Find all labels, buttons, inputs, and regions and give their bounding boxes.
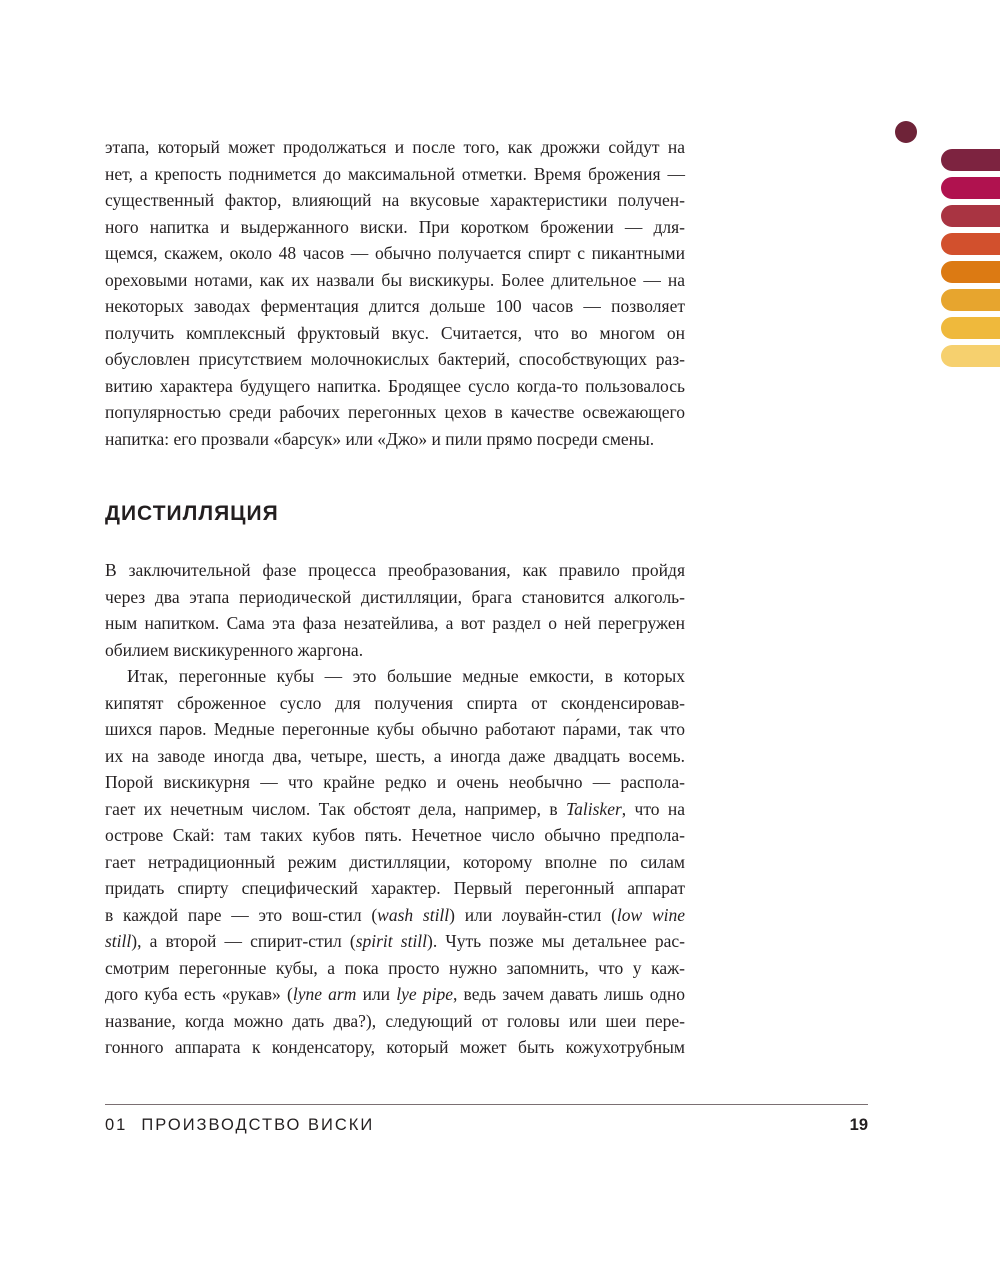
text-line: обилием вискикуренного жаргона.: [105, 639, 364, 660]
text-line: через два этапа периодической дистилляции, брага становится алкоголь-: [105, 586, 685, 607]
text-line: гает нетрадиционный режим дистилляции, которому вполне по силам: [105, 851, 685, 872]
color-tab-1: [941, 149, 1000, 171]
paragraph-fermentation: [105, 134, 685, 454]
text-line: щемся, скажем, около 48 часов — обычно получается спирт с пикантными: [105, 243, 685, 263]
color-tab-3: [941, 205, 1000, 227]
text-line: их на заводе иногда два, четыре, шесть, а иногда даже двадцать восемь.: [105, 745, 685, 766]
text-line: некоторых заводах ферментация длится дольше 100 часов — позволяет: [105, 296, 685, 316]
text-line: шихся паров. Медные перегонные кубы обычно работают па́рами, так что: [105, 719, 685, 739]
term-italic: low wine: [616, 904, 685, 925]
text-line: существенный фактор, влияющий на вкусовые характеристики получен-: [105, 190, 685, 210]
text-line: напитка: его прозвали «барсук» или «Джо» и пили прямо посреди смены.: [105, 428, 655, 449]
term-italic: spirit still: [355, 931, 428, 951]
text-span: дого куба есть «рукав» (: [105, 984, 293, 1004]
color-tab-6: [941, 289, 1000, 311]
text-line: острове Скай: там таких кубов пять. Нечетное число обычно предпола-: [105, 825, 685, 845]
color-tab-5: [941, 261, 1000, 283]
text-span: гает их нечетным числом. Так обстоят дела, например, в: [105, 798, 567, 819]
text-line: название, когда можно дать два?), следующий от головы или шеи пере-: [105, 1010, 685, 1031]
text-line: этапа, который может продолжаться и после того, как дрожжи сойдут на: [105, 137, 685, 157]
footer-rule: [105, 1104, 868, 1105]
chapter-number: 01: [105, 1116, 128, 1134]
term-italic: still: [105, 931, 132, 951]
text-line: нет, а крепость поднимется до максимальной отметки. Время брожения —: [105, 163, 685, 184]
page-number: 19: [849, 1116, 868, 1134]
text-line: Итак, перегонные кубы — это большие медные емкости, в которых: [127, 666, 685, 686]
text-span: или: [356, 984, 397, 1004]
text-line: получить комплексный фруктовый вкус. Считается, что во многом он: [105, 322, 685, 343]
color-tab-7: [941, 317, 1000, 339]
text-line: В заключительной фазе процесса преобразования, как правило пройдя: [105, 560, 685, 580]
text-line: ного напитка и выдержанного виски. При коротком брожении — для-: [105, 216, 685, 237]
text-line: витию характера будущего напитка. Бродящее сусло когда-то пользовалось: [105, 375, 685, 396]
text-span: ), а второй — спирит-стил (: [131, 931, 356, 951]
text-span: ). Чуть позже мы детальнее рас-: [427, 931, 686, 951]
text-line: ореховыми нотами, как их назвали бы вискикуры. Более длительное — на: [105, 269, 685, 290]
paragraph-stills: [105, 663, 685, 1063]
text-line: смотрим перегонные кубы, а пока просто нужно запомнить, что у каж-: [105, 957, 685, 978]
text-line: [105, 902, 685, 928]
color-tab-8: [941, 345, 1000, 367]
color-tab-4: [941, 233, 1000, 255]
text-line: обусловлен присутствием молочнокислых бактерий, способствующих раз-: [105, 349, 685, 369]
chapter-marker-dot: [895, 121, 917, 143]
text-line: Порой вискикурня — что крайне редко и очень необычно — распола-: [105, 772, 685, 792]
text-span: ) или лоувайн-стил (: [449, 904, 617, 925]
running-footer: [105, 1116, 374, 1135]
text-line: популярностью среди рабочих перегонных цехов в качестве освежающего: [105, 402, 685, 422]
term-italic: wash still: [377, 904, 450, 925]
chapter-title: ПРОИЗВОДСТВО ВИСКИ: [141, 1116, 375, 1134]
text-line: [105, 981, 685, 1007]
text-line: гонного аппарата к конденсатору, который может быть кожухотрубным: [105, 1037, 685, 1057]
text-line: [105, 796, 685, 822]
text-line: [105, 928, 685, 954]
text-line: ным напитком. Сама эта фаза незатейлива, а вот раздел о ней перегружен: [105, 613, 685, 633]
text-span: , что на: [621, 798, 685, 819]
color-tab-2: [941, 177, 1000, 199]
text-span: , ведь зачем давать лишь одно: [452, 984, 686, 1004]
paragraph-distillation-intro: [105, 557, 685, 667]
term-italic: lyne arm: [292, 984, 357, 1004]
text-line: придать спирту специфический характер. Первый перегонный аппарат: [105, 878, 685, 898]
distillery-name: Talisker: [566, 798, 622, 819]
text-span: в каждой паре — это вош-стил (: [105, 904, 378, 925]
section-heading: ДИСТИЛЛЯЦИЯ: [105, 502, 279, 525]
term-italic: lye pipe: [396, 984, 453, 1004]
text-line: кипятят сброженное сусло для получения спирта от сконденсировав-: [105, 692, 685, 713]
